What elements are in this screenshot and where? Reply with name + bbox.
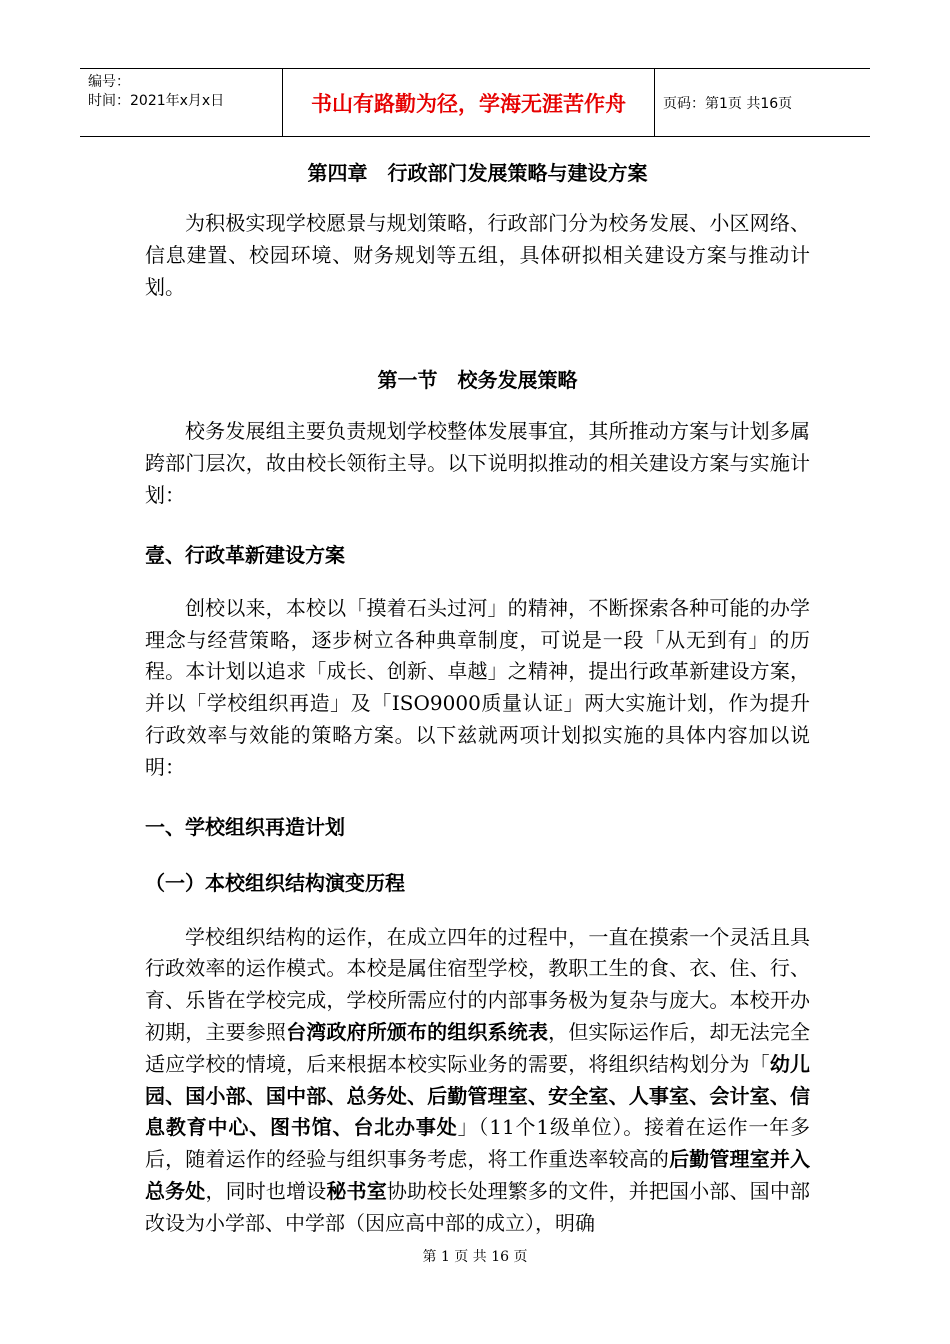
doc-number-label: 编号： [88, 74, 130, 90]
intro-paragraph: 为积极实现学校愿景与规划策略，行政部门分为校务发展、小区网络、信息建置、校园环境、财务规划等五组，具体研拟相关建设方案与推动计划。 [145, 211, 810, 299]
section-title: 第一节 校务发展策略 [377, 368, 578, 393]
header-page-info: 页码：第1页 共16页 [663, 95, 793, 112]
text-run: 协助校长处理繁多的文件，并把国小部、国中部改设为小学部、中学部（因应高中部的成立），明确 [145, 1178, 810, 1235]
text-run: 」（11个1级单位）。接着在运作一年多后，随着运作的经验与组织事务考虑，将工作重迭率较高的 [145, 1115, 810, 1172]
doc-time-label: 时间：2021年x月x日 [88, 93, 225, 109]
heading-yi: 壹、行政革新建设方案 [145, 542, 345, 567]
bold-run: 幼儿园、国小部、国中部、总务处、后勤管理室、安全室、人事室、会计室、信息教育中心、图书馆、台北办事处 [145, 1051, 810, 1140]
text-run: 学校组织结构的运作，在成立四年的过程中，一直在摸索一个灵活且具行政效率的运作模式。本校是属住宿型学校，教职工生的食、衣、住、行、育、乐皆在学校完成，学校所需应付的内部事务极为复杂与庞大。本校开办初期，主要参照 [145, 924, 810, 1044]
heading-sub-1: （一）本校组织结构演变历程 [145, 870, 405, 895]
header-meta-cell [80, 69, 283, 136]
heading-plan-1: 一、学校组织再造计划 [145, 814, 345, 839]
bold-run: 秘书室 [326, 1178, 387, 1203]
paragraph-sub-1 [145, 922, 810, 1240]
header-motto: 书山有路勤为径，学海无涯苦作舟 [283, 69, 655, 136]
header-table [80, 68, 870, 137]
text-run: ，同时也增设 [205, 1178, 327, 1203]
section-intro-paragraph: 校务发展组主要负责规划学校整体发展事宜，其所推动方案与计划多属跨部门层次，故由校长领衔主导。以下说明拟推动的相关建设方案与实施计划： [145, 419, 810, 507]
chapter-title: 第四章 行政部门发展策略与建设方案 [307, 161, 648, 185]
bold-run: 台湾政府所颁布的组织系统表 [286, 1019, 549, 1044]
text-run: ，但实际运作后，却无法完全适应学校的情境，后来根据本校实际业务的需要，将组织结构划分为「 [145, 1019, 810, 1076]
paragraph-yi: 创校以来，本校以「摸着石头过河」的精神，不断探索各种可能的办学理念与经营策略，逐步树立各种典章制度，可说是一段「从无到有」的历程。本计划以追求「成长、创新、卓越」之精神，提出行政革新建设方案，并以「学校组织再造」及「ISO9000质量认证」两大实施计划，作为提升行政效率与效能的策略方案。以下兹就两项计划拟实施的具体内容加以说明： [145, 595, 810, 779]
page-footer: 第 1 页 共 16 页 [422, 1249, 528, 1265]
bold-run: 后勤管理室并入总务处 [145, 1147, 810, 1203]
document-body [145, 158, 810, 1240]
